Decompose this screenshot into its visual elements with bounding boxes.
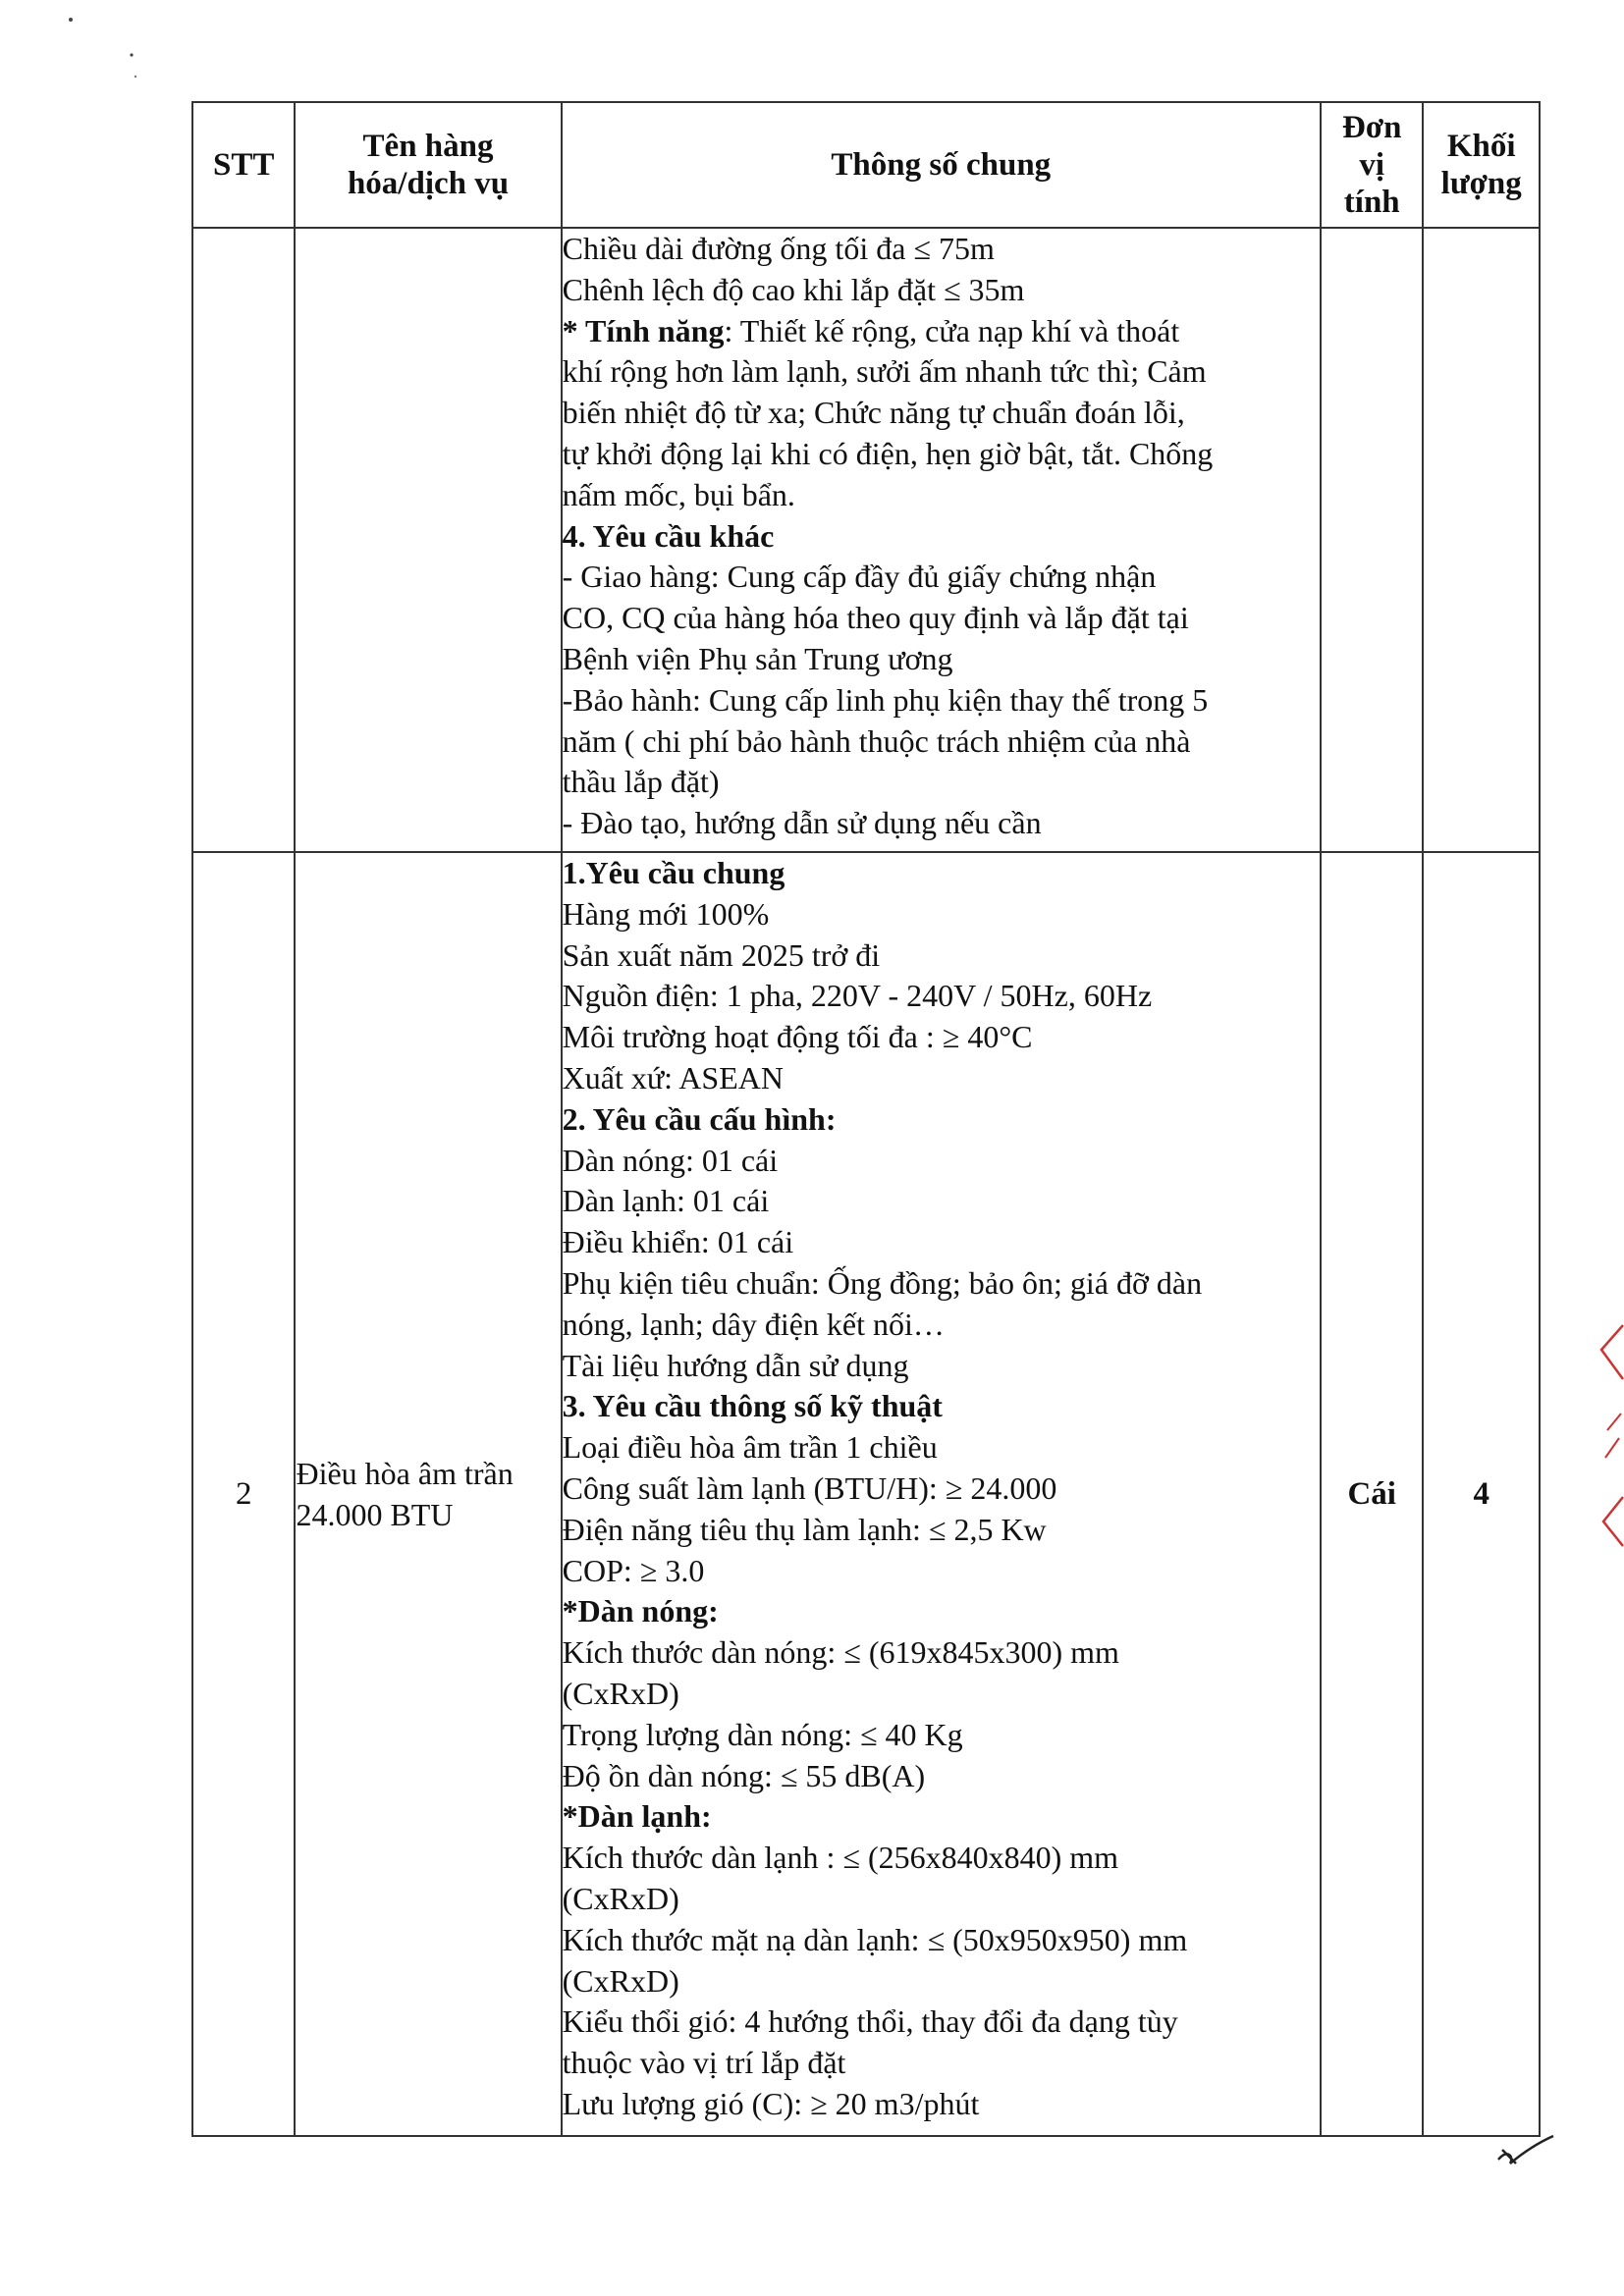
spec-line: - Đào tạo, hướng dẫn sử dụng nếu cần <box>562 805 1042 841</box>
header-name: Tên hàng hóa/dịch vụ <box>295 102 561 228</box>
spec-heading: *Dàn nóng: <box>562 1593 719 1629</box>
row-unit-cell <box>1321 228 1423 852</box>
spec-line: Chênh lệch độ cao khi lắp đặt ≤ 35m <box>562 271 1025 307</box>
spec-line: Kiểu thổi gió: 4 hướng thổi, thay đổi đa dạng tùy <box>562 2003 1178 2040</box>
spec-line: Tài liệu hướng dẫn sử dụng <box>562 1347 909 1383</box>
spec-line: Công suất làm lạnh (BTU/H): ≥ 24.000 <box>562 1469 1057 1506</box>
row-name-cell <box>295 228 561 852</box>
row-stt-cell <box>192 228 295 852</box>
row-stt-cell: 2 <box>192 852 295 2136</box>
spec-line: Nguồn điện: 1 pha, 220V - 240V / 50Hz, 60Hz <box>562 978 1153 1014</box>
spec-cell <box>562 852 1321 2136</box>
feature-colon: : <box>724 312 740 348</box>
spec-line: Độ ồn dàn nóng: ≤ 55 dB(A) <box>562 1757 926 1793</box>
row-name-cell: Điều hòa âm trần 24.000 BTU <box>295 852 561 2136</box>
spec-line: (CxRxD) <box>562 1962 679 1999</box>
spec-line: Chiều dài đường ống tối đa ≤ 75m <box>562 231 995 266</box>
spec-line-feature <box>563 311 1320 352</box>
spec-line: COP: ≥ 3.0 <box>562 1552 705 1588</box>
spec-heading: 4. Yêu cầu khác <box>562 517 775 554</box>
spec-line: thuộc vào vị trí lắp đặt <box>562 2045 846 2081</box>
spec-heading: 3. Yêu cầu thông số kỹ thuật <box>562 1388 943 1424</box>
spec-line: Môi trường hoạt động tối đa : ≥ 40°C <box>562 1019 1033 1055</box>
spec-line: - Giao hàng: Cung cấp đầy đủ giấy chứng nhận <box>562 559 1157 595</box>
spec-line: Hàng mới 100% <box>562 895 770 932</box>
spec-line: Kích thước mặt nạ dàn lạnh: ≤ (50x950x950) mm <box>562 1921 1188 1957</box>
table-header-row <box>192 102 1540 228</box>
spec-line: nấm mốc, bụi bẩn. <box>562 476 795 512</box>
spec-line: Sản xuất năm 2025 trở đi <box>562 936 881 973</box>
scan-mark-top-left <box>59 10 147 88</box>
table-row <box>192 852 1540 2136</box>
spec-line: Xuất xứ: ASEAN <box>562 1059 784 1095</box>
header-spec: Thông số chung <box>562 102 1321 228</box>
spec-line: tự khởi động lại khi có điện, hẹn giờ bật, tắt. Chống <box>562 435 1214 471</box>
spec-line: Lưu lượng gió (C): ≥ 20 m3/phút <box>562 2085 980 2121</box>
spec-line: Kích thước dàn nóng: ≤ (619x845x300) mm <box>562 1634 1119 1671</box>
spec-line: Dàn lạnh: 01 cái <box>562 1183 770 1219</box>
spec-line: năm ( chi phí bảo hành thuộc trách nhiệm của nhà <box>562 722 1191 759</box>
spec-heading: *Dàn lạnh: <box>562 1798 712 1835</box>
spec-line: biến nhiệt độ từ xa; Chức năng tự chuẩn đoán lỗi, <box>562 395 1185 431</box>
spec-table <box>191 101 1541 2137</box>
spec-line: Loại điều hòa âm trần 1 chiều <box>562 1429 938 1466</box>
spec-line: nóng, lạnh; dây điện kết nối… <box>562 1306 945 1342</box>
spec-heading: 1.Yêu cầu chung <box>562 855 785 890</box>
row-qty-cell <box>1423 228 1540 852</box>
spec-line: (CxRxD) <box>562 1880 679 1916</box>
spec-line: Điện năng tiêu thụ làm lạnh: ≤ 2,5 Kw <box>562 1511 1047 1547</box>
spec-line: -Bảo hành: Cung cấp linh phụ kiện thay thế trong 5 <box>562 681 1209 718</box>
spec-line: (CxRxD) <box>562 1675 679 1711</box>
table-row <box>192 228 1540 852</box>
feature-text: Thiết kế rộng, cửa nạp khí và thoát <box>739 312 1180 348</box>
spec-line: CO, CQ của hàng hóa theo quy định và lắp đặt tại <box>562 600 1189 636</box>
spec-line: Dàn nóng: 01 cái <box>562 1142 779 1178</box>
header-qty: Khối lượng <box>1423 102 1540 228</box>
spec-heading: 2. Yêu cầu cấu hình: <box>562 1100 837 1137</box>
spec-line: Bệnh viện Phụ sản Trung ương <box>562 640 953 676</box>
header-unit: Đơn vị tính <box>1321 102 1423 228</box>
spec-line: Kích thước dàn lạnh : ≤ (256x840x840) mm <box>562 1840 1119 1876</box>
spec-line: Trọng lượng dàn nóng: ≤ 40 Kg <box>562 1716 963 1752</box>
spec-line: thầu lắp đặt) <box>562 764 720 800</box>
header-stt: STT <box>192 102 295 228</box>
spec-cell <box>562 228 1321 852</box>
row-qty-cell: 4 <box>1423 852 1540 2136</box>
spec-line: khí rộng hơn làm lạnh, sưởi ấm nhanh tức thì; Cảm <box>562 353 1207 390</box>
feature-label: * Tính năng <box>562 312 725 348</box>
spec-line: Điều khiển: 01 cái <box>562 1224 794 1260</box>
spec-line: Phụ kiện tiêu chuẩn: Ống đồng; bảo ôn; giá đỡ dàn <box>562 1264 1203 1301</box>
row-unit-cell: Cái <box>1321 852 1423 2136</box>
stamp-fragment <box>1596 1320 1624 1551</box>
